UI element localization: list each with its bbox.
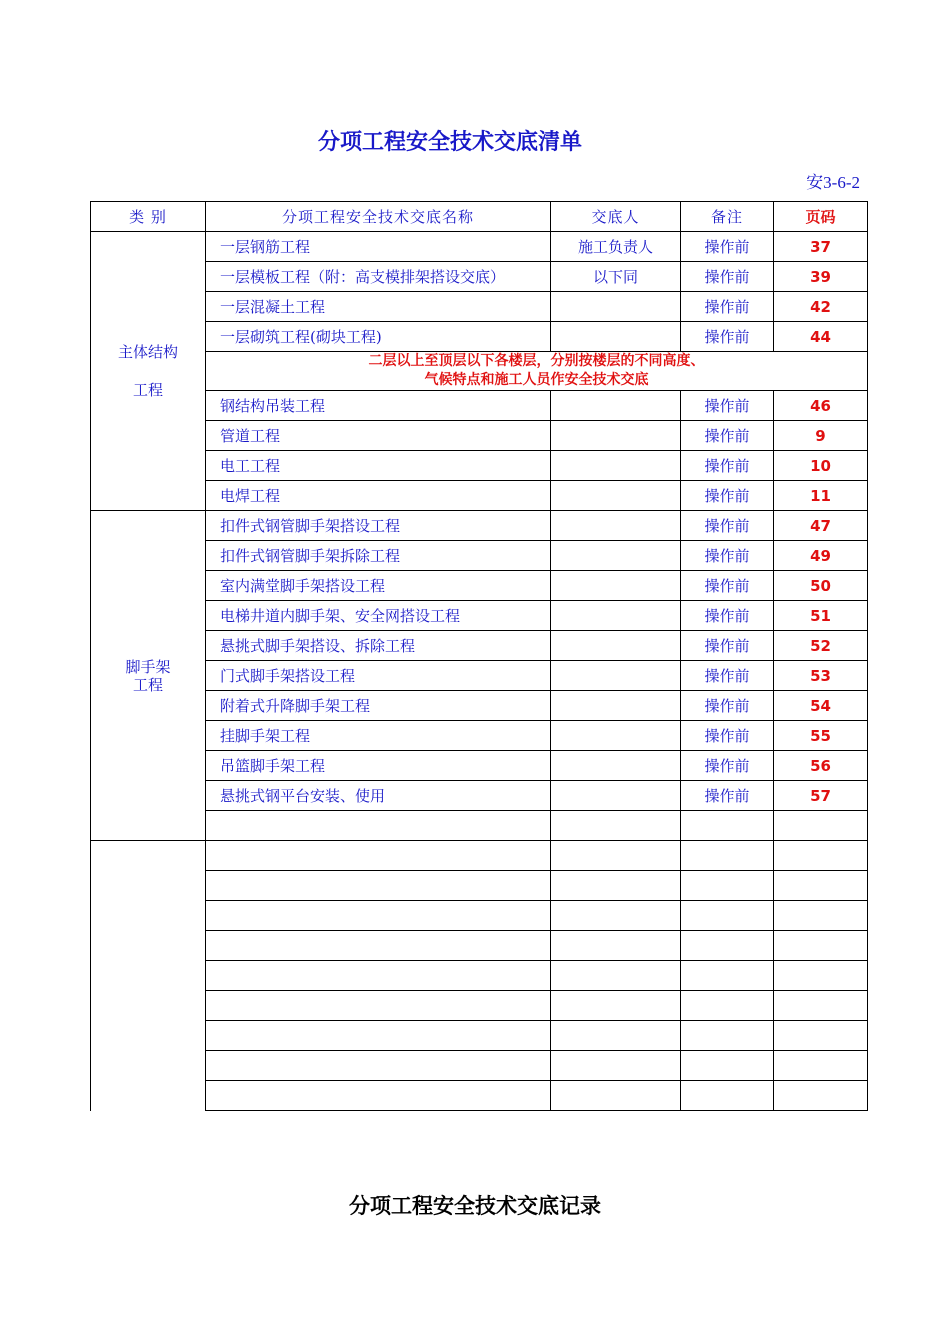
table-row	[91, 391, 868, 421]
item-name: 管道工程	[206, 421, 551, 451]
item-page: 55	[774, 721, 868, 751]
item-remark: 操作前	[681, 451, 774, 481]
item-page: 50	[774, 571, 868, 601]
empty-cell	[774, 991, 868, 1021]
empty-cell	[206, 811, 551, 841]
empty-row	[91, 871, 868, 901]
category-empty	[91, 841, 206, 1111]
empty-row	[91, 1051, 868, 1081]
item-remark: 操作前	[681, 421, 774, 451]
page-title: 分项工程安全技术交底清单	[317, 130, 582, 155]
empty-row	[91, 811, 868, 841]
item-name: 电焊工程	[206, 481, 551, 511]
empty-cell	[551, 1021, 681, 1051]
item-page: 39	[774, 262, 868, 292]
item-page: 57	[774, 781, 868, 811]
item-person: 施工负责人	[551, 232, 681, 262]
empty-cell	[206, 841, 551, 871]
item-name: 钢结构吊装工程	[206, 391, 551, 421]
table-row	[91, 481, 868, 511]
item-name: 门式脚手架搭设工程	[206, 661, 551, 691]
item-remark: 操作前	[681, 631, 774, 661]
empty-cell	[774, 811, 868, 841]
header-remark: 备注	[681, 202, 774, 232]
item-remark: 操作前	[681, 322, 774, 352]
empty-cell	[774, 1081, 868, 1111]
table-header-row	[91, 202, 868, 232]
item-remark: 操作前	[681, 262, 774, 292]
empty-cell	[551, 961, 681, 991]
empty-cell	[206, 901, 551, 931]
header-page: 页码	[774, 202, 868, 232]
item-name: 一层钢筋工程	[206, 232, 551, 262]
item-person: 以下同	[551, 262, 681, 292]
item-page: 10	[774, 451, 868, 481]
table-row	[91, 511, 868, 541]
item-person	[551, 721, 681, 751]
item-remark: 操作前	[681, 751, 774, 781]
item-remark: 操作前	[681, 691, 774, 721]
empty-row	[91, 931, 868, 961]
empty-cell	[551, 1051, 681, 1081]
item-name: 室内满堂脚手架搭设工程	[206, 571, 551, 601]
item-person	[551, 541, 681, 571]
item-page: 49	[774, 541, 868, 571]
item-name: 扣件式钢管脚手架搭设工程	[206, 511, 551, 541]
table-row	[91, 721, 868, 751]
item-name: 电梯井道内脚手架、安全网搭设工程	[206, 601, 551, 631]
note-line: 二层以上至顶层以下各楼层，分别按楼层的不同高度、	[368, 353, 705, 369]
item-page: 54	[774, 691, 868, 721]
empty-row	[91, 901, 868, 931]
item-remark: 操作前	[681, 511, 774, 541]
item-name: 悬挑式脚手架搭设、拆除工程	[206, 631, 551, 661]
item-name: 吊篮脚手架工程	[206, 751, 551, 781]
empty-cell	[681, 1021, 774, 1051]
note-row	[91, 352, 868, 391]
item-page: 47	[774, 511, 868, 541]
item-person	[551, 631, 681, 661]
item-page: 56	[774, 751, 868, 781]
category-label: 工程	[132, 675, 163, 694]
item-remark: 操作前	[681, 541, 774, 571]
empty-cell	[681, 901, 774, 931]
empty-cell	[206, 1051, 551, 1081]
empty-cell	[774, 961, 868, 991]
empty-cell	[206, 1081, 551, 1111]
item-person	[551, 571, 681, 601]
empty-cell	[681, 931, 774, 961]
category-scaffold	[91, 511, 206, 841]
empty-cell	[551, 931, 681, 961]
item-person	[551, 661, 681, 691]
table-row	[91, 322, 868, 352]
table-row	[91, 691, 868, 721]
table-row	[91, 451, 868, 481]
disclosure-table	[90, 201, 867, 1111]
item-page: 42	[774, 292, 868, 322]
item-remark: 操作前	[681, 232, 774, 262]
item-person	[551, 391, 681, 421]
empty-cell	[551, 871, 681, 901]
item-person	[551, 691, 681, 721]
item-person	[551, 292, 681, 322]
empty-cell	[551, 811, 681, 841]
table-row	[91, 751, 868, 781]
category-label: 工程	[132, 381, 163, 399]
item-remark: 操作前	[681, 661, 774, 691]
empty-cell	[206, 1021, 551, 1051]
table-row	[91, 601, 868, 631]
empty-row	[91, 1081, 868, 1111]
empty-cell	[774, 901, 868, 931]
table-row	[91, 292, 868, 322]
item-name: 扣件式钢管脚手架拆除工程	[206, 541, 551, 571]
item-name: 一层模板工程（附：高支模排架搭设交底）	[206, 262, 551, 292]
item-person	[551, 322, 681, 352]
empty-row	[91, 991, 868, 1021]
empty-cell	[551, 841, 681, 871]
note-line: 气候特点和施工人员作安全技术交底	[424, 372, 649, 388]
item-remark: 操作前	[681, 481, 774, 511]
empty-cell	[774, 841, 868, 871]
item-remark: 操作前	[681, 781, 774, 811]
item-page: 52	[774, 631, 868, 661]
table-row	[91, 232, 868, 262]
item-name: 悬挑式钢平台安装、使用	[206, 781, 551, 811]
empty-cell	[551, 901, 681, 931]
table-row	[91, 781, 868, 811]
empty-cell	[551, 991, 681, 1021]
empty-cell	[681, 991, 774, 1021]
empty-cell	[774, 871, 868, 901]
item-name: 挂脚手架工程	[206, 721, 551, 751]
empty-cell	[681, 871, 774, 901]
category-main-structure	[91, 232, 206, 511]
empty-cell	[774, 1021, 868, 1051]
category-label: 主体结构	[117, 343, 178, 361]
item-page: 53	[774, 661, 868, 691]
empty-cell	[206, 961, 551, 991]
item-page: 46	[774, 391, 868, 421]
item-remark: 操作前	[681, 601, 774, 631]
item-page: 9	[774, 421, 868, 451]
item-name: 一层砌筑工程(砌块工程)	[206, 322, 551, 352]
item-remark: 操作前	[681, 292, 774, 322]
item-person	[551, 451, 681, 481]
table-row	[91, 262, 868, 292]
empty-cell	[681, 1051, 774, 1081]
item-person	[551, 601, 681, 631]
empty-cell	[774, 931, 868, 961]
empty-cell	[681, 841, 774, 871]
item-name: 一层混凝土工程	[206, 292, 551, 322]
category-label: 脚手架	[125, 657, 171, 676]
header-category: 类 别	[91, 202, 206, 232]
header-person: 交底人	[551, 202, 681, 232]
empty-cell	[681, 961, 774, 991]
empty-row	[91, 961, 868, 991]
empty-cell	[206, 871, 551, 901]
empty-cell	[206, 991, 551, 1021]
item-remark: 操作前	[681, 571, 774, 601]
table-row	[91, 571, 868, 601]
item-person	[551, 781, 681, 811]
empty-cell	[551, 1081, 681, 1111]
item-person	[551, 421, 681, 451]
table-row	[91, 661, 868, 691]
item-person	[551, 751, 681, 781]
item-page: 37	[774, 232, 868, 262]
table-row	[91, 541, 868, 571]
item-name: 附着式升降脚手架工程	[206, 691, 551, 721]
item-page: 11	[774, 481, 868, 511]
item-name: 电工工程	[206, 451, 551, 481]
table-row	[91, 421, 868, 451]
table-row	[91, 631, 868, 661]
item-remark: 操作前	[681, 391, 774, 421]
empty-cell	[681, 1081, 774, 1111]
empty-cell	[681, 811, 774, 841]
form-code: 安3-6-2	[806, 173, 860, 192]
item-person	[551, 481, 681, 511]
item-page: 51	[774, 601, 868, 631]
empty-row	[91, 1021, 868, 1051]
floor-note	[206, 352, 868, 391]
header-name: 分项工程安全技术交底名称	[206, 202, 551, 232]
record-title: 分项工程安全技术交底记录	[349, 1194, 601, 1218]
item-remark: 操作前	[681, 721, 774, 751]
item-person	[551, 511, 681, 541]
item-page: 44	[774, 322, 868, 352]
empty-cell	[774, 1051, 868, 1081]
empty-cell	[206, 931, 551, 961]
empty-row	[91, 841, 868, 871]
